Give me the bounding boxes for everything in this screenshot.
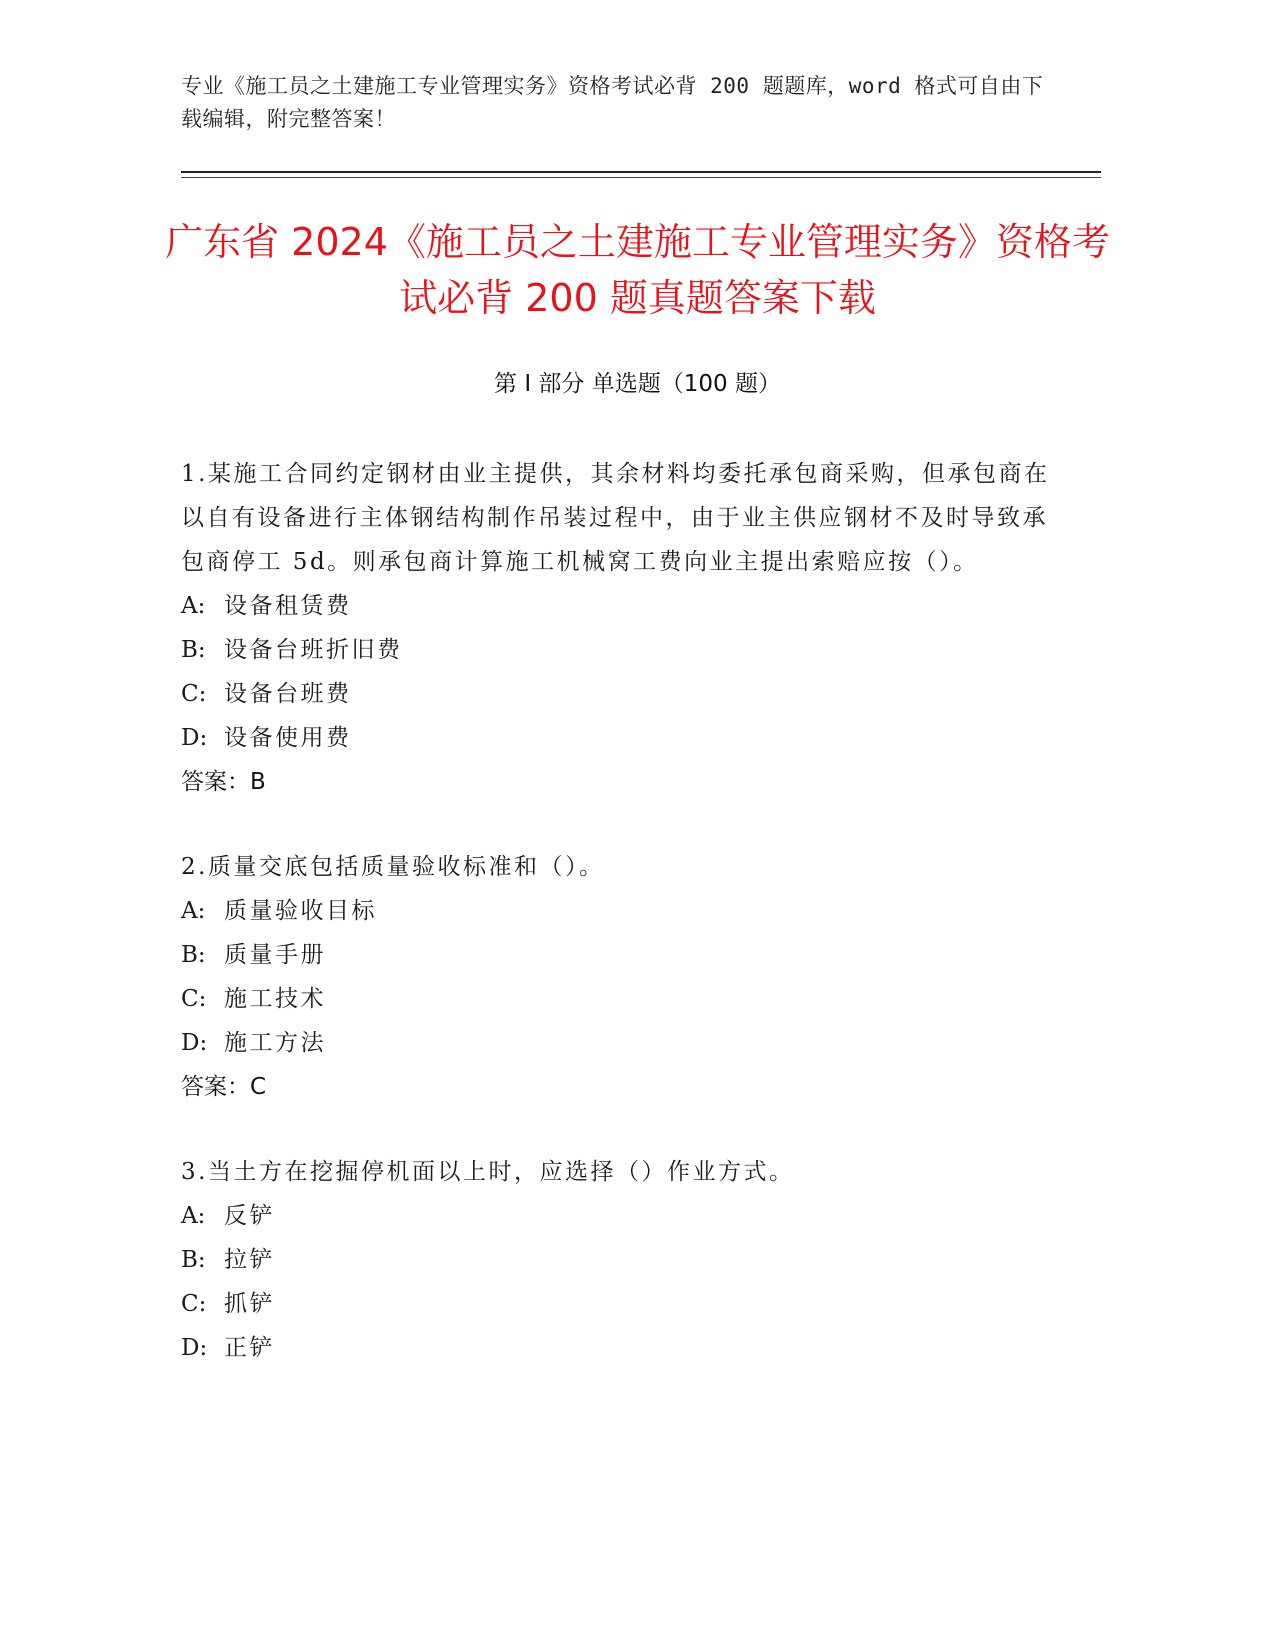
question-stem: 3.当土方在挖掘停机面以上时，应选择（）作业方式。 [181, 1159, 795, 1185]
option-text: 设备使用费 [224, 725, 352, 751]
option-key: D: [181, 1030, 208, 1056]
option-text: 质量手册 [224, 942, 326, 968]
option-c [181, 977, 1061, 1021]
option-d [181, 1326, 1061, 1370]
answer-line: 答案：C [181, 1074, 267, 1100]
document-title: 广东省 2024《施工员之土建施工专业管理实务》资格考试必背 200 题真题答案下载 [165, 220, 1110, 320]
header-divider-thin [181, 177, 1101, 178]
option-key: C: [181, 1291, 207, 1317]
option-a [181, 1194, 1061, 1238]
option-text: 正铲 [224, 1335, 275, 1361]
question-stem: 2.质量交底包括质量验收标准和（）。 [181, 854, 605, 880]
section-heading: 第 I 部分 单选题（100 题） [494, 371, 781, 397]
option-key: A: [181, 898, 206, 924]
question-1 [181, 452, 1061, 804]
option-c [181, 672, 1061, 716]
option-key: C: [181, 986, 207, 1012]
option-key: D: [181, 725, 208, 751]
option-b [181, 628, 1061, 672]
answer-line: 答案：B [181, 769, 266, 795]
question-2 [181, 845, 1061, 1109]
option-key: C: [181, 681, 207, 707]
option-text: 抓铲 [224, 1291, 275, 1317]
header-note: 专业《施工员之土建施工专业管理实务》资格考试必背 200 题题库，word 格式可自由下载编辑，附完整答案！ [181, 74, 1044, 131]
option-text: 设备租赁费 [224, 593, 352, 619]
question-list [181, 452, 1061, 1411]
question-3 [181, 1150, 1061, 1370]
option-b [181, 1238, 1061, 1282]
header-divider-thick [181, 171, 1101, 173]
question-stem: 1.某施工合同约定钢材由业主提供，其余材料均委托承包商采购，但承包商在以自有设备进行主体钢结构制作吊装过程中，由于业主供应钢材不及时导致承包商停工 5d。则承包商计算施工机械窝工费向业主提出索赔应按（）。 [181, 461, 1050, 575]
option-key: A: [181, 1203, 206, 1229]
option-a [181, 889, 1061, 933]
option-text: 拉铲 [224, 1247, 275, 1273]
option-key: B: [181, 942, 206, 968]
option-text: 设备台班费 [224, 681, 352, 707]
option-key: B: [181, 1247, 206, 1273]
option-d [181, 716, 1061, 760]
option-text: 反铲 [224, 1203, 275, 1229]
option-d [181, 1021, 1061, 1065]
option-text: 施工技术 [224, 986, 326, 1012]
option-key: B: [181, 637, 206, 663]
option-text: 质量验收目标 [224, 898, 377, 924]
option-key: A: [181, 593, 206, 619]
option-b [181, 933, 1061, 977]
option-a [181, 584, 1061, 628]
option-key: D: [181, 1335, 208, 1361]
option-text: 设备台班折旧费 [224, 637, 403, 663]
option-text: 施工方法 [224, 1030, 326, 1056]
option-c [181, 1282, 1061, 1326]
